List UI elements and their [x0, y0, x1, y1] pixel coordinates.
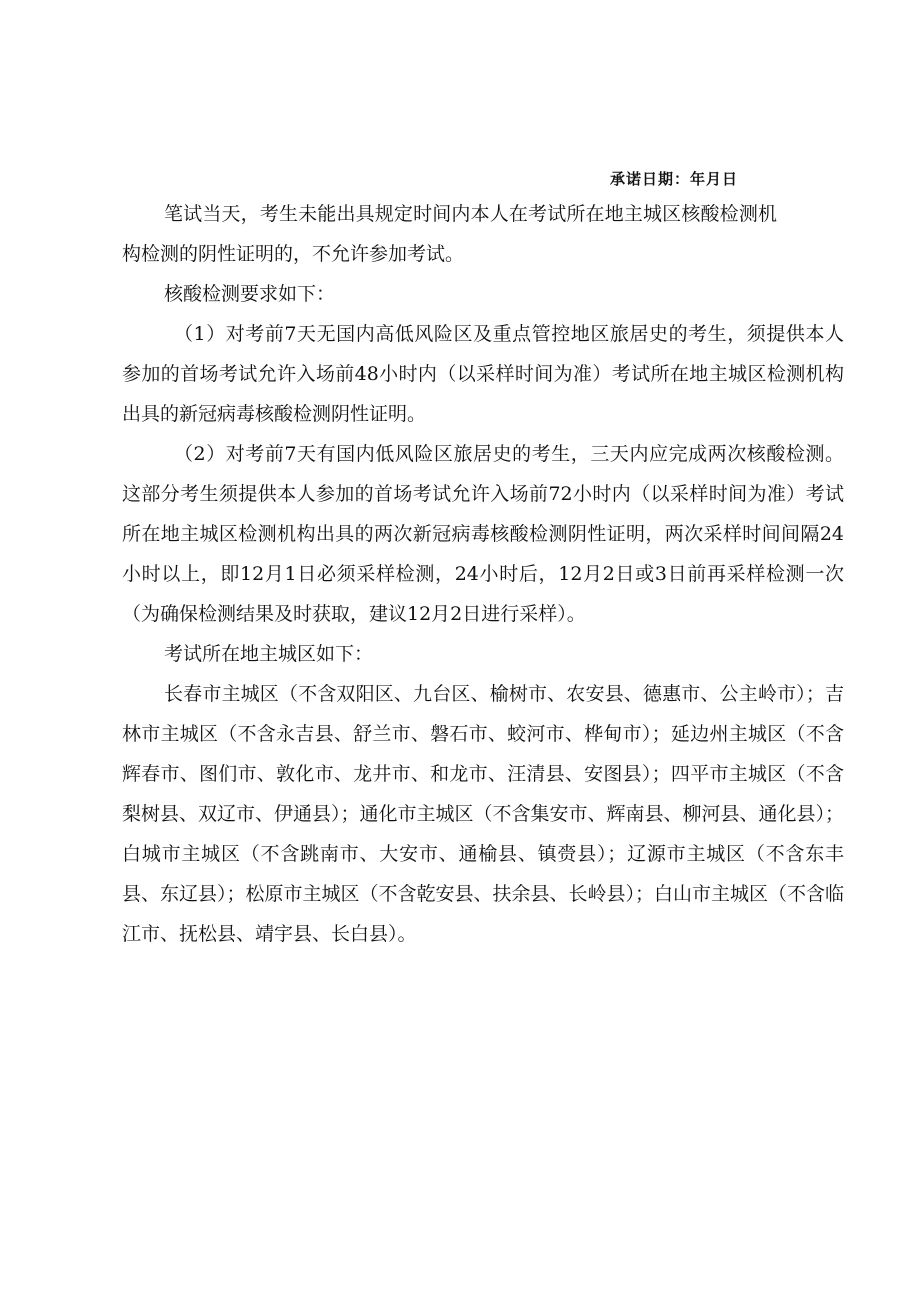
requirements-body — [122, 314, 844, 954]
requirements-heading: 核酸检测要求如下： — [164, 283, 336, 305]
commitment-date: 承诺日期：年月日 — [610, 170, 739, 188]
requirement-item-2: （2）对考前7天有国内低风险区旅居史的考生，三天内应完成两次核酸检测。这部分考生须提供本人参加的首场考试允许入场前72小时内（以采样时间为准）考试所在地主城区检测机构出具的两次新冠病毒核酸检测阴性证明，两次采样时间间隔24小时以上，即12月1日必须采样检测，24小时后，12月2日或3日前再采样检测一次（为确保检测结果及时获取，建议12月2日进行采样）。 — [122, 443, 844, 625]
requirement-item-1: （1）对考前7天无国内高低风险区及重点管控地区旅居史的考生，须提供本人参加的首场考试允许入场前48小时内（以采样时间为准）考试所在地主城区检测机构出具的新冠病毒核酸检测阴性证明。 — [122, 323, 844, 425]
cities-heading: 考试所在地主城区如下： — [164, 643, 374, 665]
exam-day-paragraph: 笔试当天，考生未能出具规定时间内本人在考试所在地主城区核酸检测机构检测的阴性证明的，不允许参加考试。 — [122, 203, 777, 265]
cities-list: 长春市主城区（不含双阳区、九台区、榆树市、农安县、德惠市、公主岭市）；吉林市主城区（不含永吉县、舒兰市、磐石市、蛟河市、桦甸市）；延边州主城区（不含辉春市、图们市、敦化市、龙井市、和龙市、汪清县、安图县）；四平市主城区（不含梨树县、双辽市、伊通县）；通化市主城区（不含集安市、辉南县、柳河县、通化县）；白城市主城区（不含跳南市、大安市、通榆县、镇赍县）；辽源市主城区（不含东丰县、东辽县）；松原市主城区（不含乾安县、扶余县、长岭县）；白山市主城区（不含临江市、抚松县、靖宇县、长白县）。 — [122, 683, 845, 945]
